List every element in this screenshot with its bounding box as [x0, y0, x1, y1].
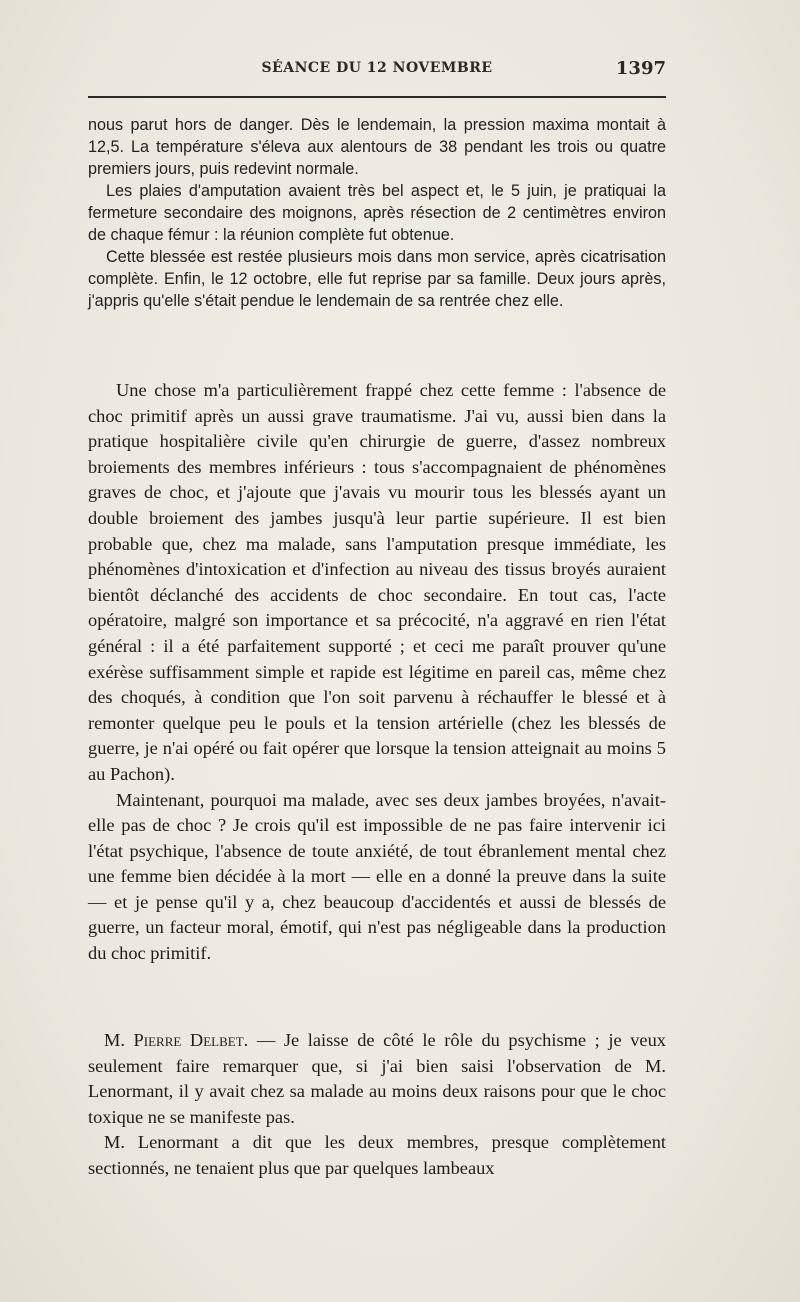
page-number: 1397 [615, 58, 666, 79]
discussion-paragraph-2: M. Lenormant a dit que les deux membres, presque complètement sectionnés, ne tenaient plus que par quelques lambeaux [88, 1132, 666, 1178]
page-header [88, 58, 666, 86]
case-paragraph-2: Les plaies d'amputation avaient très bel aspect et, le 5 juin, je pratiquai la fermeture secondaire des moignons, après résection de 2 centimètres environ de chaque fémur : la réunion complète fut obtenue. [88, 182, 666, 244]
case-report-text [88, 114, 666, 312]
case-paragraph-1: nous parut hors de danger. Dès le lendemain, la pression maxima montait à 12,5. La température s'éleva aux alentours de 38 pendant les trois ou quatre premiers jours, puis redevint normale. [88, 116, 666, 178]
header-rule [88, 96, 666, 98]
discussion-paragraph-1 [88, 1028, 666, 1130]
commentary-paragraph-2: Maintenant, pourquoi ma malade, avec ses deux jambes broyées, n'avait-elle pas de choc ? Je crois qu'il est impossible de ne pas faire intervenir ici l'état psychique, l'absence de toute anxiété, de tout ébranlement mental chez une femme bien décidée à la mort — elle en a donné la preuve dans la suite — et je pense qu'il y a, chez beaucoup d'accidentés et aussi de blessés de guerre, un facteur moral, émotif, qui n'est pas négligeable dans la production du choc primitif. [88, 789, 666, 964]
case-paragraph-3: Cette blessée est restée plusieurs mois dans mon service, après cicatrisation complète. Enfin, le 12 octobre, elle fut reprise par sa famille. Deux jours après, j'appris qu'elle s'était pendue le lendemain de sa rentrée chez elle. [88, 248, 666, 310]
commentary-text [88, 378, 666, 967]
discussion-paragraph-1-text: — Je laisse de côté le rôle du psychisme ; je veux seulement faire remarquer que, si j'ai bien saisi l'observation de M. Lenormant, il y avait chez sa malade au moins deux raisons pour que le choc toxique ne se manifeste pas. [88, 1030, 666, 1127]
speaker-name: M. Pierre Delbet. [104, 1030, 249, 1050]
commentary-paragraph-1: Une chose m'a particulièrement frappé chez cette femme : l'absence de choc primitif après un aussi grave traumatisme. J'ai vu, aussi bien dans la pratique hospitalière civile qu'en chirurgie de guerre, d'assez nombreux broiements des membres inférieurs : tous s'accompagnaient de phénomènes graves de choc, et j'ajoute que j'avais vu mourir tous les blessés ayant un double broiement des jambes jusqu'à leur partie supérieure. Il est bien probable que, chez ma malade, sans l'amputation presque immédiate, les phénomènes d'intoxication et d'infection au niveau des tissus broyés auraient bientôt déclanché des accidents de choc secondaire. En tout cas, l'acte opératoire, malgré son importance et sa précocité, n'a aggravé en rien l'état général : il a été parfaitement supporté ; et ceci me paraît prouver qu'une exérèse suffisamment simple et rapide est légitime en pareil cas, même chez des choqués, à condition que l'on soit parvenu à réchauffer le blessé et à remonter quelque peu le pouls et la tension artérielle (chez les blessés de guerre, je n'ai opéré ou fait opérer que lorsque la tension atteignait au moins 5 au Pachon). [88, 380, 666, 784]
discussion-text [88, 1028, 666, 1182]
running-head: SÉANCE DU 12 NOVEMBRE [261, 60, 493, 76]
